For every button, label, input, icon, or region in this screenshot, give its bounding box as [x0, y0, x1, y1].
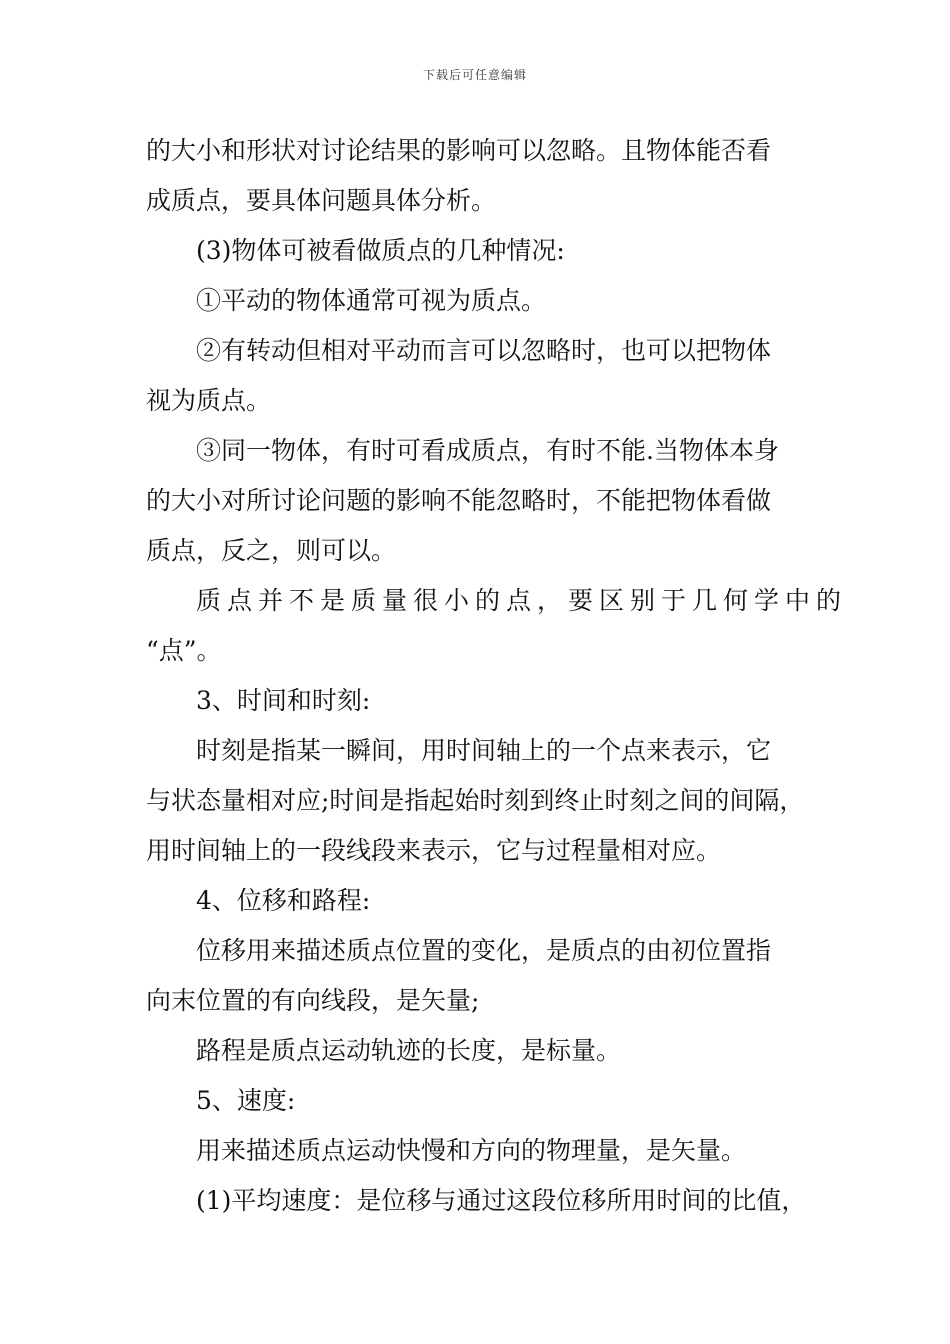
paragraph-line: 用时间轴上的一段线段来表示，它与过程量相对应。 — [146, 836, 722, 865]
paragraph-line: 质点，反之，则可以。 — [146, 536, 397, 565]
paragraph-line: (1)平均速度：是位移与通过这段位移所用时间的比值， — [196, 1186, 807, 1215]
paragraph-line: 的大小对所讨论问题的影响不能忽略时，不能把物体看做 — [146, 486, 772, 515]
paragraph-line: 成质点，要具体问题具体分析。 — [146, 186, 497, 215]
section-heading: 4、位移和路程: — [196, 886, 371, 915]
paragraph-line: 与状态量相对应;时间是指起始时刻到终止时刻之间的间隔， — [146, 786, 805, 815]
paragraph-line: ①平动的物体通常可视为质点。 — [196, 286, 547, 315]
paragraph-line: 视为质点。 — [146, 386, 272, 415]
page-header-note: 下载后可任意编辑 — [422, 68, 527, 82]
paragraph-line: (3)物体可被看做质点的几种情况: — [196, 236, 565, 265]
paragraph-line: ③同一物体，有时可看成质点，有时不能.当物体本身 — [196, 436, 779, 465]
paragraph-line: 用来描述质点运动快慢和方向的物理量，是矢量。 — [196, 1136, 747, 1165]
paragraph-line: 位移用来描述质点位置的变化，是质点的由初位置指 — [196, 936, 772, 965]
paragraph-line: ②有转动但相对平动而言可以忽略时，也可以把物体 — [196, 336, 772, 365]
paragraph-line: 质点并不是质量很小的点，要区别于几何学中的 — [196, 586, 848, 615]
paragraph-line: 的大小和形状对讨论结果的影响可以忽略。且物体能否看 — [146, 136, 772, 165]
document-body — [146, 126, 848, 1226]
paragraph-line: 路程是质点运动轨迹的长度，是标量。 — [196, 1036, 622, 1065]
paragraph-line: 时刻是指某一瞬间，用时间轴上的一个点来表示，它 — [196, 736, 772, 765]
paragraph-line: 向末位置的有向线段，是矢量; — [146, 986, 480, 1015]
paragraph-line: “点”。 — [146, 636, 222, 665]
section-heading: 5、速度: — [196, 1086, 296, 1115]
section-heading: 3、时间和时刻: — [196, 686, 371, 715]
